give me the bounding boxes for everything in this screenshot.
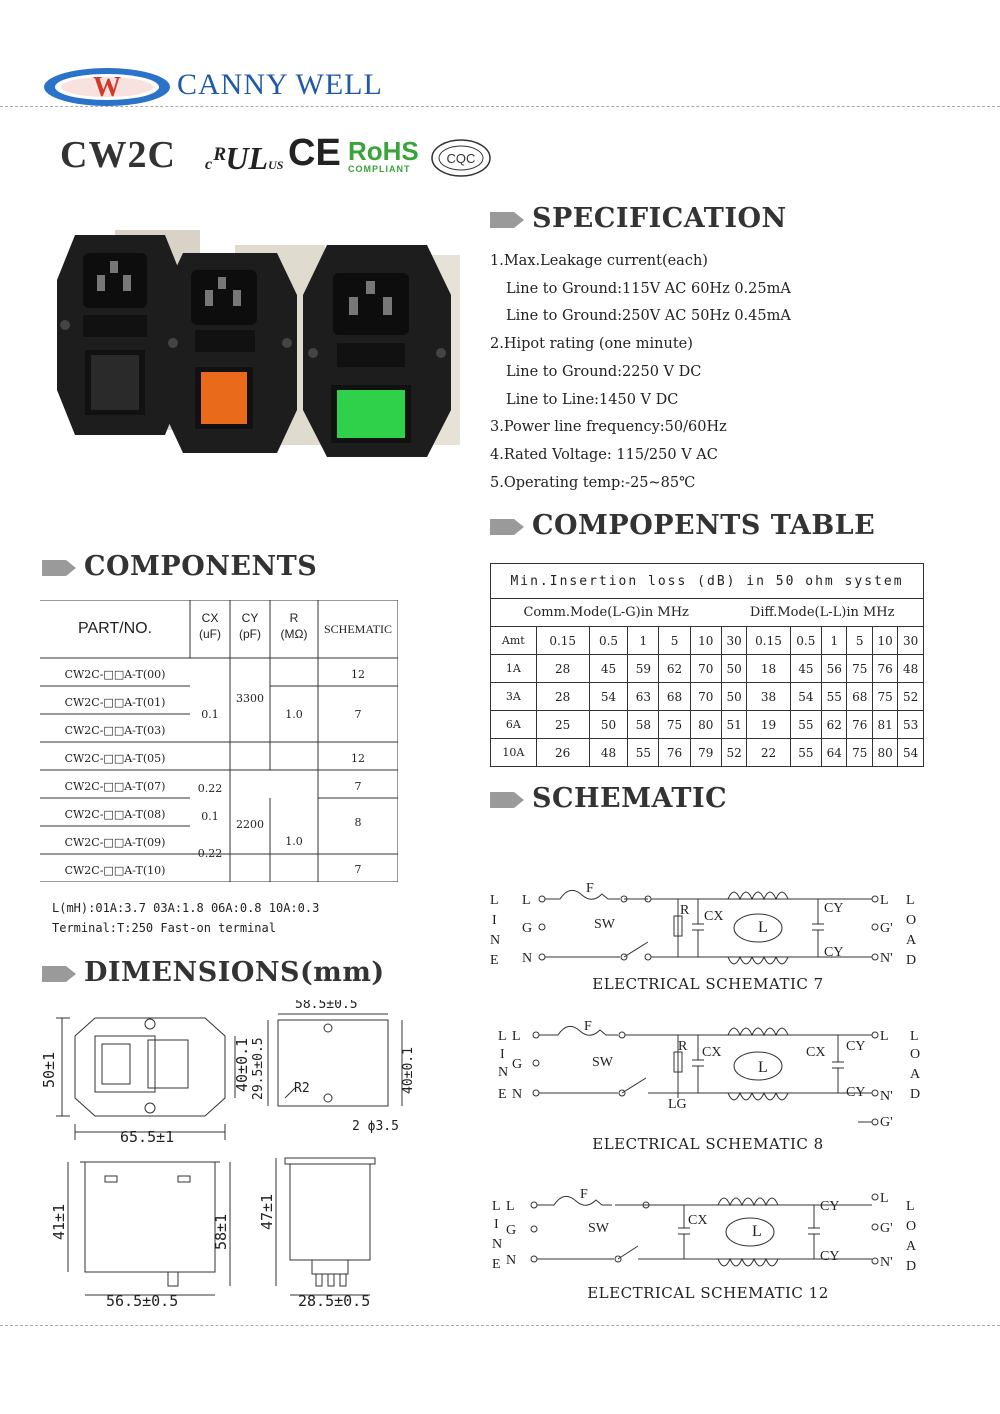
- svg-text:R: R: [680, 903, 690, 918]
- svg-text:L: L: [758, 1059, 768, 1076]
- svg-text:N: N: [506, 1253, 517, 1268]
- svg-text:E: E: [490, 953, 499, 968]
- schematic-value: 7: [354, 863, 362, 876]
- svg-text:D: D: [910, 1087, 921, 1102]
- filter-unit-orange-switch: [163, 245, 325, 453]
- part-number: CW2C-□□A-T(08): [64, 808, 166, 821]
- arrow-icon: [488, 515, 526, 539]
- loss-value-cell: 58: [628, 711, 659, 739]
- spec-line: 2.Hipot rating (one minute): [490, 336, 693, 353]
- differential-mode-label: Diff.Mode(L-L)in MHz: [721, 599, 923, 627]
- arrow-icon: [488, 788, 526, 812]
- svg-text:L: L: [498, 1029, 507, 1044]
- part-no-header: PART/NO.: [77, 620, 153, 637]
- product-photo: [55, 225, 465, 460]
- amperage-cell: 1A: [491, 655, 537, 683]
- loss-value-cell: 54: [589, 683, 628, 711]
- arrow-icon: [40, 962, 78, 986]
- spec-line: 1.Max.Leakage current(each): [490, 253, 708, 269]
- common-mode-label: Comm.Mode(L-G)in MHz: [491, 599, 722, 627]
- loss-value-cell: 22: [747, 739, 790, 767]
- svg-text:L: L: [910, 1029, 919, 1044]
- part-number: CW2C-□□A-T(07): [64, 780, 166, 793]
- r-value: 1.0: [285, 835, 303, 848]
- amperage-cell: 10A: [491, 739, 537, 767]
- loss-value-cell: 54: [898, 739, 924, 767]
- svg-text:47±1: 47±1: [258, 1193, 276, 1230]
- cx-header: CX (uF): [199, 611, 221, 641]
- rohs-mark: RoHS COMPLIANT: [348, 136, 419, 174]
- loss-value-cell: 75: [847, 739, 872, 767]
- loss-value-cell: 48: [589, 739, 628, 767]
- frequency-header: 0.5: [790, 627, 821, 655]
- loss-value-cell: 75: [847, 655, 872, 683]
- svg-text:L: L: [880, 1191, 889, 1206]
- loss-value-cell: 28: [536, 683, 589, 711]
- frequency-header: 5: [847, 627, 872, 655]
- svg-text:56.5±0.5: 56.5±0.5: [106, 1292, 179, 1310]
- svg-text:L: L: [906, 1199, 915, 1214]
- svg-text:SW: SW: [588, 1221, 609, 1236]
- loss-value-cell: 19: [747, 711, 790, 739]
- svg-text:CX: CX: [702, 1045, 722, 1060]
- loss-value-cell: 62: [822, 711, 847, 739]
- spec-line: 3.Power line frequency:50/60Hz: [490, 419, 727, 436]
- logo-letter: W: [93, 72, 121, 103]
- loss-value-cell: 52: [721, 739, 746, 767]
- cqc-seal: [430, 138, 492, 178]
- spec-line: 5.Operating temp:-25~85℃: [490, 474, 696, 491]
- loss-value-cell: 45: [589, 655, 628, 683]
- part-number: CW2C-□□A-T(09): [64, 836, 166, 849]
- svg-text:G': G': [880, 1115, 893, 1130]
- dimensions-heading: DIMENSIONS(mm): [40, 957, 385, 988]
- svg-text:R: R: [678, 1039, 688, 1054]
- loss-value-cell: 62: [659, 655, 690, 683]
- brand-name: CANNY WELL: [177, 68, 383, 101]
- ce-mark: CE: [288, 132, 341, 174]
- svg-text:R2: R2: [294, 1081, 310, 1096]
- svg-text:O: O: [906, 1219, 917, 1234]
- cy-value: 3300: [236, 692, 264, 705]
- svg-text:F: F: [580, 1187, 588, 1202]
- model-number: CW2C: [60, 134, 176, 176]
- loss-value-cell: 28: [536, 655, 589, 683]
- svg-text:G: G: [506, 1223, 517, 1238]
- schematic-7-diagram: [488, 880, 928, 975]
- brand-header: [42, 62, 442, 112]
- spec-line: 4.Rated Voltage: 115/250 V AC: [490, 446, 718, 463]
- svg-text:G': G': [880, 1221, 893, 1236]
- svg-text:G': G': [880, 921, 893, 936]
- svg-text:58±1: 58±1: [212, 1213, 230, 1250]
- frequency-header: 1: [628, 627, 659, 655]
- svg-text:N: N: [490, 933, 501, 948]
- loss-value-cell: 70: [690, 655, 721, 683]
- cx-value: 0.1: [201, 810, 219, 823]
- loss-value-cell: 26: [536, 739, 589, 767]
- table-row: [491, 711, 924, 739]
- svg-text:A: A: [906, 933, 917, 948]
- loss-value-cell: 18: [747, 655, 790, 683]
- arrow-icon: [488, 208, 526, 232]
- svg-text:L: L: [522, 893, 531, 908]
- schematic-value: 7: [354, 708, 362, 721]
- components-table-heading: COMPOPENTS TABLE: [488, 510, 875, 541]
- amperage-cell: 6A: [491, 711, 537, 739]
- part-number: CW2C-□□A-T(03): [64, 724, 166, 737]
- loss-value-cell: 76: [872, 655, 897, 683]
- svg-text:CY: CY: [820, 1249, 840, 1264]
- svg-text:O: O: [910, 1047, 921, 1062]
- svg-text:CY: CY: [824, 901, 844, 916]
- cy-header: CY (pF): [239, 611, 261, 641]
- r-value: 1.0: [285, 708, 303, 721]
- specification-list: [490, 248, 791, 497]
- table-row: [491, 655, 924, 683]
- svg-text:29.5±0.5: 29.5±0.5: [251, 1037, 266, 1100]
- svg-text:CQC: CQC: [446, 151, 476, 166]
- spec-line: Line to Ground:250V AC 50Hz 0.45mA: [506, 308, 791, 325]
- schematic-12-diagram: [488, 1180, 928, 1280]
- loss-value-cell: 55: [628, 739, 659, 767]
- components-heading: COMPONENTS: [40, 551, 317, 582]
- svg-text:CX: CX: [688, 1213, 708, 1228]
- loss-value-cell: 54: [790, 683, 821, 711]
- amperage-cell: 3A: [491, 683, 537, 711]
- frequency-header: 0.15: [536, 627, 589, 655]
- loss-value-cell: 76: [847, 711, 872, 739]
- spec-line: Line to Line:1450 V DC: [506, 391, 679, 408]
- svg-text:E: E: [498, 1087, 507, 1102]
- svg-text:N: N: [522, 951, 533, 966]
- svg-text:40±0.1: 40±0.1: [233, 1037, 251, 1092]
- svg-text:I: I: [494, 1217, 499, 1232]
- frequency-header: 0.15: [747, 627, 790, 655]
- svg-text:58.5±0.5: 58.5±0.5: [295, 1000, 358, 1012]
- frequency-header: 1: [822, 627, 847, 655]
- schematic-8: [488, 1018, 928, 1158]
- frequency-header: 10: [872, 627, 897, 655]
- schematic-7-label: ELECTRICAL SCHEMATIC 7: [592, 975, 824, 993]
- spec-line: Line to Ground:2250 V DC: [506, 363, 702, 380]
- loss-value-cell: 76: [659, 739, 690, 767]
- svg-text:I: I: [492, 913, 497, 928]
- svg-text:G: G: [522, 921, 533, 936]
- loss-value-cell: 45: [790, 655, 821, 683]
- canny-well-logo: [42, 66, 172, 108]
- svg-text:CX: CX: [806, 1045, 826, 1060]
- loss-value-cell: 55: [790, 739, 821, 767]
- loss-value-cell: 52: [898, 683, 924, 711]
- svg-text:CY: CY: [846, 1085, 866, 1100]
- cx-value: 0.1: [201, 708, 219, 721]
- schematic-heading: SCHEMATIC: [488, 783, 727, 814]
- frequency-header: 10: [690, 627, 721, 655]
- schematic-12-label: ELECTRICAL SCHEMATIC 12: [587, 1284, 829, 1302]
- cx-value: 0.22: [197, 782, 223, 795]
- svg-text:D: D: [906, 1259, 917, 1274]
- svg-text:G: G: [512, 1057, 523, 1072]
- cx-value: 0.22: [197, 847, 223, 860]
- table-row: [491, 739, 924, 767]
- schematic-value: 12: [351, 668, 365, 681]
- schematic-8-label: ELECTRICAL SCHEMATIC 8: [592, 1135, 824, 1153]
- svg-text:LG: LG: [668, 1097, 687, 1112]
- table-row: [491, 683, 924, 711]
- svg-text:L: L: [512, 1029, 521, 1044]
- svg-text:40±0.1: 40±0.1: [401, 1047, 416, 1094]
- svg-text:L: L: [880, 893, 889, 908]
- schematic-value: 8: [354, 816, 362, 829]
- ul-cert-mark: cᴿULUS: [205, 140, 284, 176]
- svg-text:N': N': [880, 1255, 893, 1270]
- top-divider: [0, 106, 1000, 107]
- svg-text:2 ϕ3.5: 2 ϕ3.5: [352, 1119, 399, 1134]
- svg-text:A: A: [906, 1239, 917, 1254]
- loss-value-cell: 68: [847, 683, 872, 711]
- loss-value-cell: 50: [721, 655, 746, 683]
- svg-text:O: O: [906, 913, 917, 928]
- loss-value-cell: 56: [822, 655, 847, 683]
- svg-text:L: L: [880, 1029, 889, 1044]
- svg-text:CY: CY: [820, 1199, 840, 1214]
- loss-value-cell: 55: [790, 711, 821, 739]
- svg-text:41±1: 41±1: [50, 1203, 68, 1240]
- svg-text:F: F: [584, 1019, 592, 1034]
- svg-text:L: L: [758, 919, 768, 936]
- svg-text:N: N: [498, 1065, 509, 1080]
- loss-value-cell: 55: [822, 683, 847, 711]
- insertion-loss-table: [490, 563, 924, 767]
- loss-value-cell: 50: [589, 711, 628, 739]
- svg-text:SW: SW: [592, 1055, 613, 1070]
- svg-text:50±1: 50±1: [40, 1051, 58, 1088]
- loss-value-cell: 51: [721, 711, 746, 739]
- loss-value-cell: 25: [536, 711, 589, 739]
- svg-text:28.5±0.5: 28.5±0.5: [298, 1292, 371, 1310]
- part-number: CW2C-□□A-T(05): [64, 752, 166, 765]
- schematic-value: 7: [354, 780, 362, 793]
- loss-value-cell: 38: [747, 683, 790, 711]
- loss-value-cell: 75: [872, 683, 897, 711]
- svg-text:65.5±1: 65.5±1: [120, 1128, 175, 1146]
- svg-text:L: L: [506, 1199, 515, 1214]
- components-table: [40, 600, 398, 882]
- inductance-note: L(mH):01A:3.7 03A:1.8 06A:0.8 10A:0.3: [52, 901, 320, 915]
- svg-text:A: A: [910, 1067, 921, 1082]
- r-header: R (MΩ): [280, 611, 308, 641]
- svg-text:D: D: [906, 953, 917, 968]
- schematic-7: [488, 880, 928, 995]
- loss-value-cell: 59: [628, 655, 659, 683]
- loss-value-cell: 81: [872, 711, 897, 739]
- svg-text:N': N': [880, 951, 893, 966]
- svg-text:CX: CX: [704, 909, 724, 924]
- frequency-header: 0.5: [589, 627, 628, 655]
- schematic-header: SCHEMATIC: [323, 621, 392, 636]
- part-number: CW2C-□□A-T(00): [64, 668, 166, 681]
- specification-heading: SPECIFICATION: [488, 203, 787, 234]
- svg-text:CY: CY: [824, 945, 844, 960]
- filter-unit-green-switch: [303, 245, 460, 457]
- svg-text:E: E: [492, 1257, 501, 1272]
- loss-value-cell: 70: [690, 683, 721, 711]
- schematic-12: [488, 1180, 928, 1305]
- frequency-header: 30: [721, 627, 746, 655]
- loss-value-cell: 64: [822, 739, 847, 767]
- svg-text:I: I: [500, 1047, 505, 1062]
- loss-value-cell: 79: [690, 739, 721, 767]
- loss-value-cell: 48: [898, 655, 924, 683]
- amt-header: Amt: [491, 627, 537, 655]
- svg-text:L: L: [490, 893, 499, 908]
- spec-line: Line to Ground:115V AC 60Hz 0.25mA: [506, 280, 791, 297]
- svg-text:L: L: [752, 1223, 762, 1240]
- svg-text:CY: CY: [846, 1039, 866, 1054]
- svg-text:SW: SW: [594, 917, 615, 932]
- loss-value-cell: 50: [721, 683, 746, 711]
- component-notes: [52, 898, 319, 938]
- loss-value-cell: 80: [690, 711, 721, 739]
- bottom-divider: [0, 1325, 1000, 1326]
- loss-value-cell: 80: [872, 739, 897, 767]
- arrow-icon: [40, 556, 78, 580]
- insertion-loss-title: Min.Insertion loss (dB) in 50 ohm system: [491, 564, 924, 599]
- loss-value-cell: 68: [659, 683, 690, 711]
- terminal-note: Terminal:T:250 Fast-on terminal: [52, 921, 276, 935]
- frequency-header: 30: [898, 627, 924, 655]
- svg-text:N: N: [492, 1237, 503, 1252]
- loss-value-cell: 63: [628, 683, 659, 711]
- loss-value-cell: 53: [898, 711, 924, 739]
- svg-text:N: N: [512, 1087, 523, 1102]
- svg-text:L: L: [906, 893, 915, 908]
- frequency-header: 5: [659, 627, 690, 655]
- loss-value-cell: 75: [659, 711, 690, 739]
- part-number: CW2C-□□A-T(01): [64, 696, 166, 709]
- svg-text:F: F: [586, 881, 594, 896]
- svg-text:N': N': [880, 1089, 893, 1104]
- schematic-value: 12: [351, 752, 365, 765]
- svg-text:L: L: [492, 1199, 501, 1214]
- dimensions-drawing: [40, 1000, 420, 1320]
- cy-value: 2200: [236, 818, 264, 831]
- part-number: CW2C-□□A-T(10): [64, 864, 166, 877]
- schematic-8-diagram: [488, 1018, 928, 1133]
